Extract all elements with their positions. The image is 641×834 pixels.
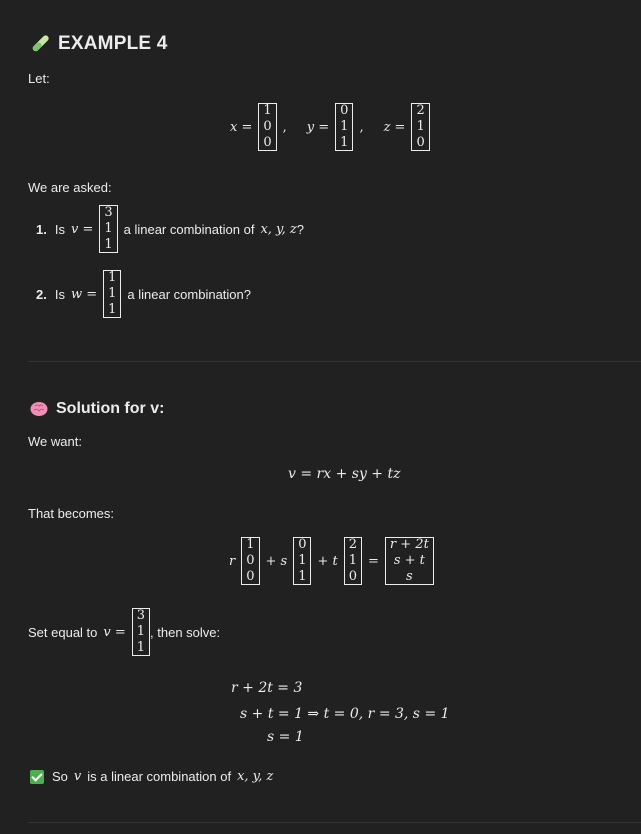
v-vector: 3 1 1 [99, 205, 117, 253]
combo-matrix-1: 1 0 0 [241, 537, 259, 585]
question-2: 2. Is w = 1 1 1 a linear combination? [36, 270, 251, 317]
solution-heading [30, 400, 164, 418]
x-label: x = [230, 119, 253, 135]
z-label: z = [383, 119, 406, 135]
asked-label: We are asked: [28, 180, 112, 195]
example-heading [30, 33, 168, 55]
y-label: y = [306, 119, 330, 135]
question-1: 1. Is v = 3 1 1 a linear combination of x, y, z ? [36, 205, 304, 252]
brain-icon [30, 401, 48, 417]
bottom-divider [28, 822, 641, 823]
system-line-3: s = 1 [267, 729, 304, 745]
let-label: Let: [28, 71, 50, 86]
conclusion: So v is a linear combination of x, y, z [30, 769, 273, 784]
vectors-row: x = 1 0 0 , y = 0 1 1 , z = 2 1 0 [230, 103, 430, 151]
section-divider [28, 361, 641, 362]
set-equal-line: Set equal to v = 3 1 1 , then solve: [28, 608, 221, 655]
becomes-label: That becomes: [28, 506, 114, 521]
combo-matrix-3: 2 1 0 [344, 537, 362, 585]
test-tube-icon [30, 34, 50, 54]
want-equation: v = rx + sy + tz [288, 466, 401, 482]
example-title: EXAMPLE 4 [58, 33, 168, 54]
solution-title: Solution for v: [56, 400, 165, 417]
combination-equation: r 1 0 0 + s 0 1 1 + t 2 1 0 = r + 2t s + t s [229, 537, 434, 585]
want-label: We want: [28, 434, 82, 449]
z-vector: 2 1 0 [411, 103, 429, 151]
system-line-1: r + 2t = 3 [231, 680, 303, 696]
w-vector: 1 1 1 [103, 270, 121, 318]
y-vector: 0 1 1 [335, 103, 353, 151]
combo-result: r + 2t s + t s [385, 537, 434, 585]
x-vector: 1 0 0 [258, 103, 276, 151]
check-mark-icon [30, 770, 44, 784]
set-equal-vector: 3 1 1 [132, 608, 150, 656]
combo-matrix-2: 0 1 1 [293, 537, 311, 585]
system-line-2: s + t = 1 ⇒ t = 0, r = 3, s = 1 [240, 706, 450, 722]
